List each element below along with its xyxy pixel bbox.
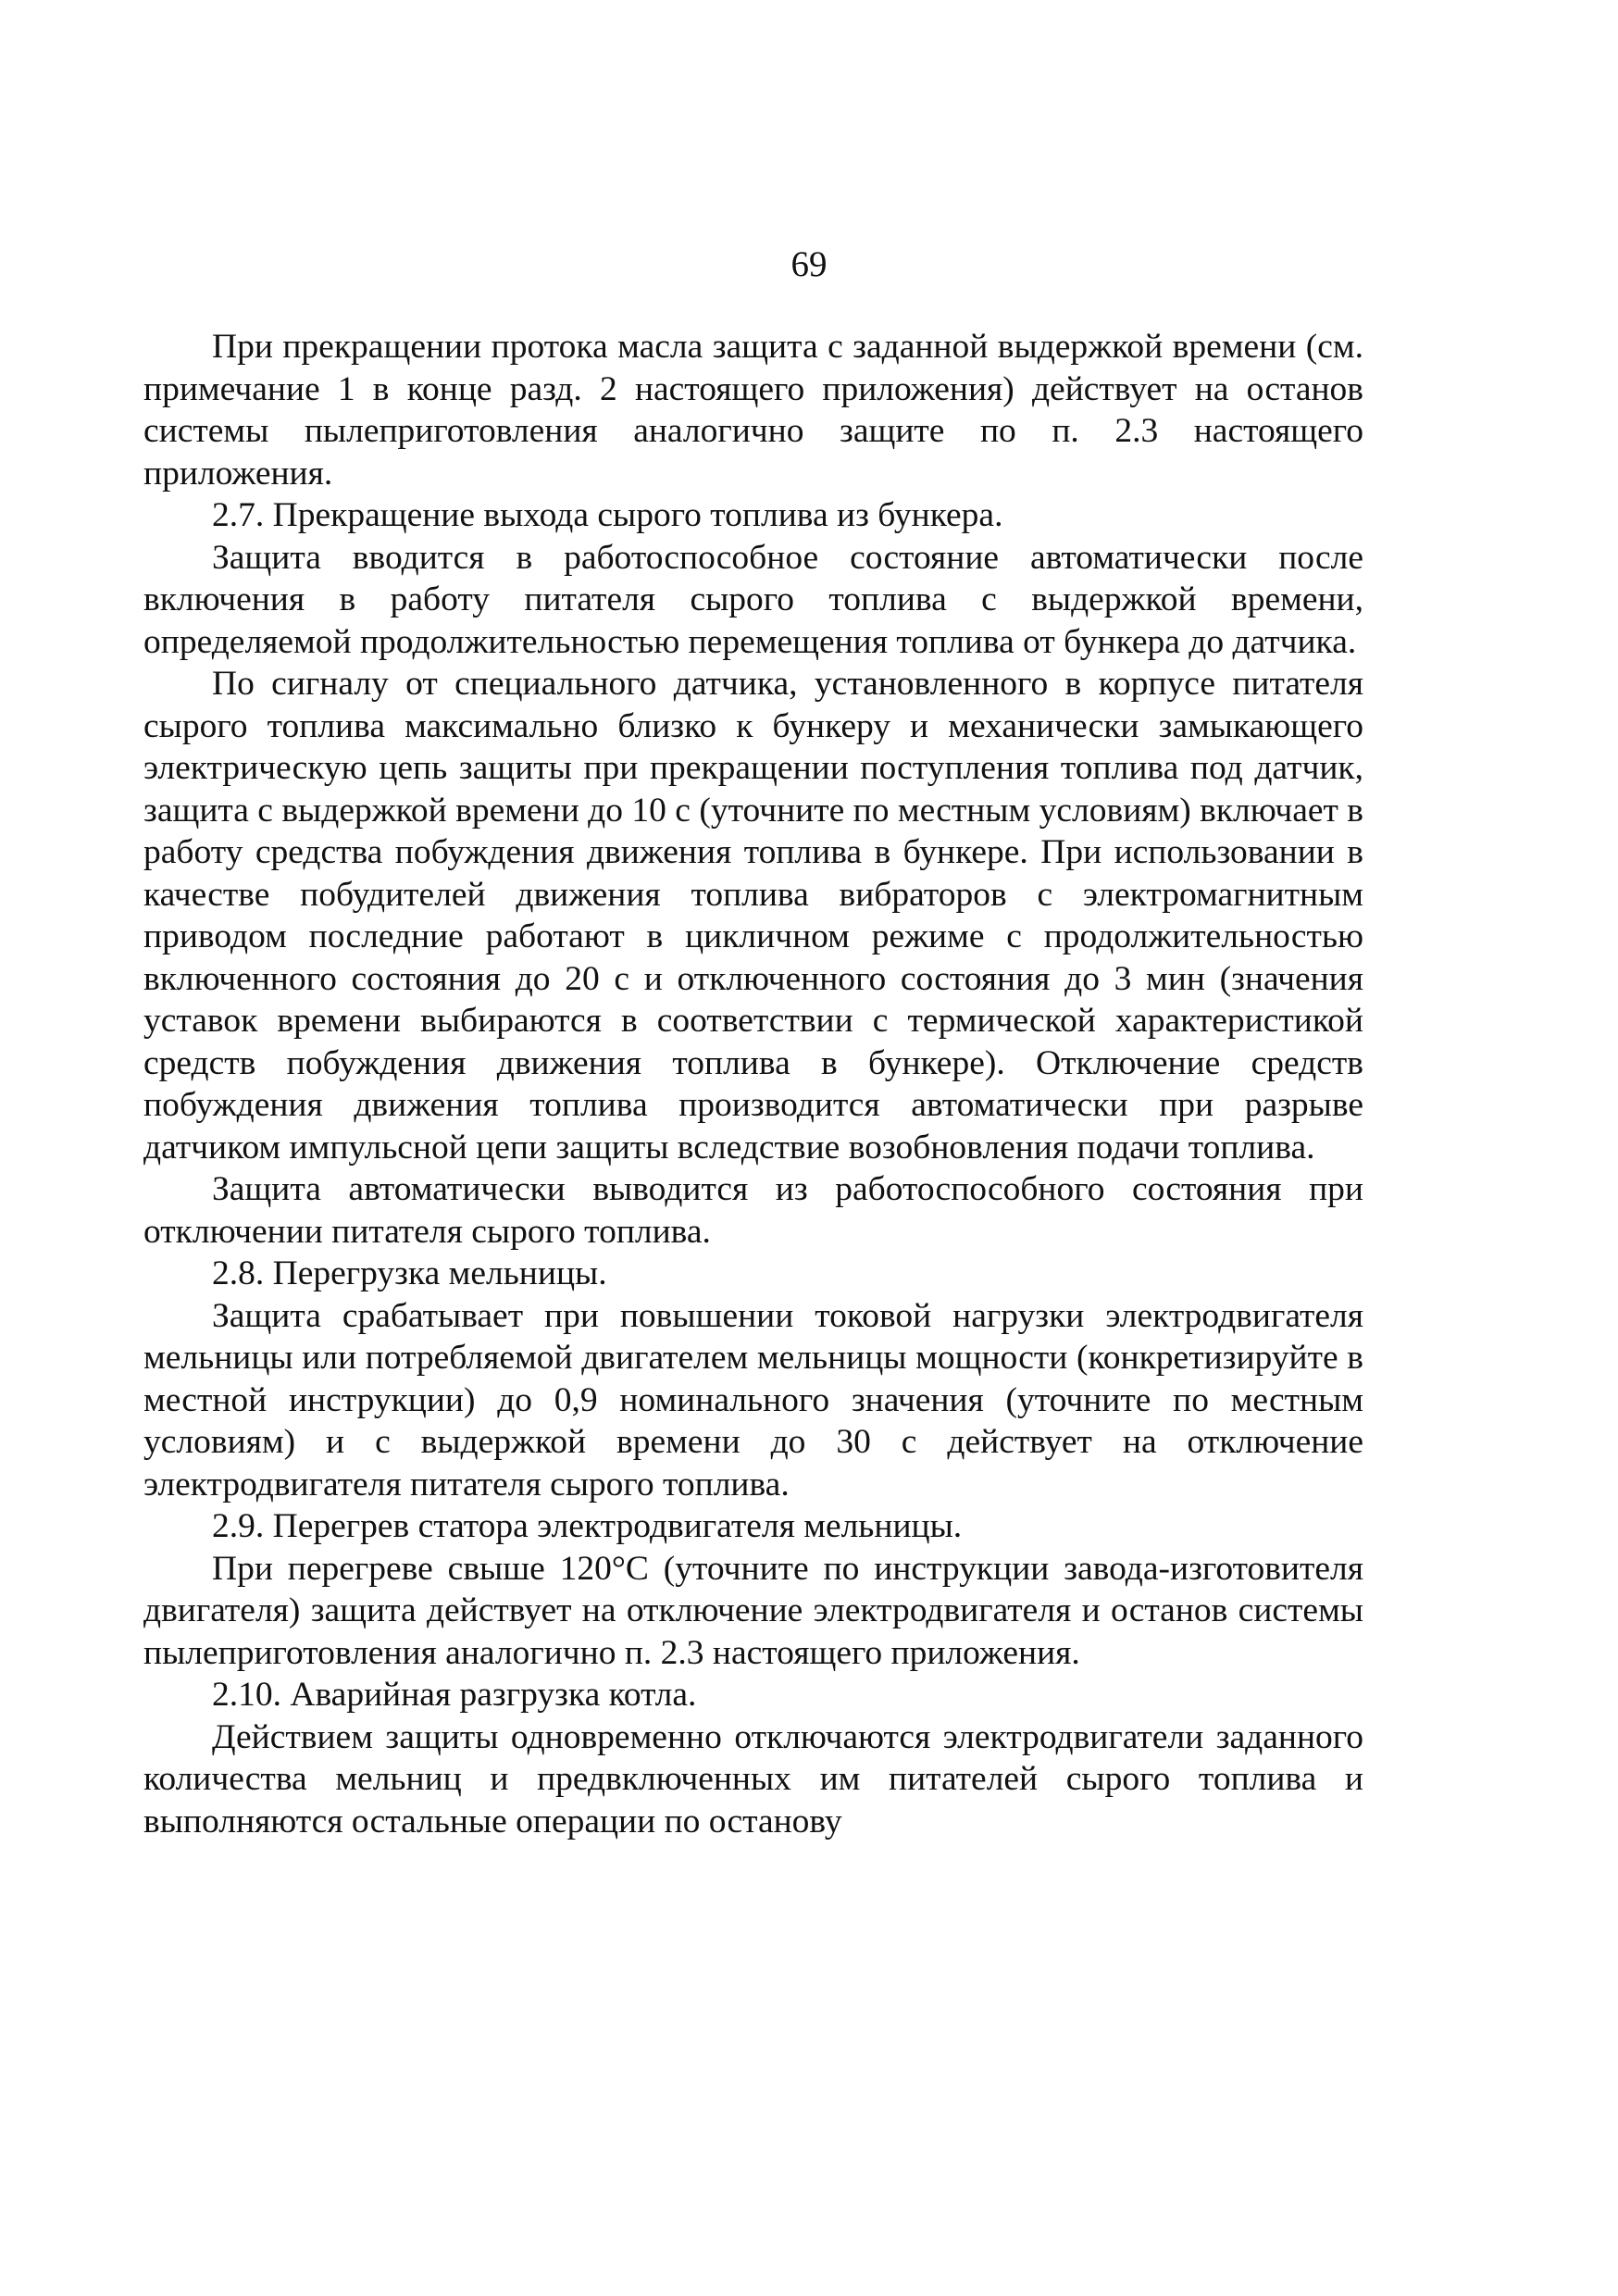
paragraph-protection-enable: Защита вводится в работоспособное состояние автоматически после включения в работу питателя сырого топлива с выдержкой времени, определяемой продолжительностью перемещения топлива от бункера до датчика.: [143, 538, 1363, 661]
page-number: 69: [790, 244, 828, 284]
paragraph-protection-disable: Защита автоматически выводится из работоспособного состояния при отключении питателя сырого топлива.: [143, 1170, 1363, 1251]
paragraph-mill-overload: Защита срабатывает при повышении токовой нагрузки электродвигателя мельницы или потребляемой двигателем мельницы мощности (конкретизируйте в местной инструкции) до 0,9 номинального значения (уточните по местным условиям) и с выдержкой времени до 30 с действует на отключение электродвигателя питателя сырого топлива.: [143, 1296, 1363, 1504]
heading-2-7: 2.7. Прекращение выхода сырого топлива из бункера.: [212, 496, 1003, 534]
heading-2-10: 2.10. Аварийная разгрузка котла.: [212, 1676, 697, 1714]
heading-2-9: 2.9. Перегрев статора электродвигателя мельницы.: [212, 1507, 963, 1545]
body-text: [143, 326, 1363, 1842]
paragraph-stator-overheat: При перегреве свыше 120°С (уточните по инструкции завода-изготовителя двигателя) защита действует на отключение электродвигателя и останов системы пылеприготовления аналогично п. 2.3 настоящего приложения.: [143, 1549, 1363, 1672]
heading-2-8: 2.8. Перегрузка мельницы.: [212, 1254, 607, 1292]
paragraph-sensor-signal: По сигналу от специального датчика, установленного в корпусе питателя сырого топлива максимально близко к бункеру и механически замыкающего электрическую цепь защиты при прекращении поступления топлива под датчик, защита с выдержкой времени до 10 с (уточните по местным условиям) включает в работу средства побуждения движения топлива в бункере. При использовании в качестве побудителей движения топлива вибраторов с электромагнитным приводом последние работают в цикличном режиме с продолжительностью включенного состояния до 20 с и отключенного состояния до 3 мин (значения уставок времени выбираются в соответствии с термической характеристикой средств побуждения движения топлива в бункере). Отключение средств побуждения движения топлива производится автоматически при разрыве датчиком импульсной цепи защиты вследствие возобновления подачи топлива.: [143, 665, 1363, 1167]
paragraph-emergency-unload: Действием защиты одновременно отключаются электродвигатели заданного количества мельниц и предвключенных им питателей сырого топлива и выполняются остальные операции по останову: [143, 1717, 1363, 1841]
paragraph-oil-flow: При прекращении протока масла защита с заданной выдержкой времени (см. примечание 1 в конце разд. 2 настоящего приложения) действует на останов системы пылеприготовления аналогично защите по п. 2.3 настоящего приложения.: [143, 328, 1363, 493]
